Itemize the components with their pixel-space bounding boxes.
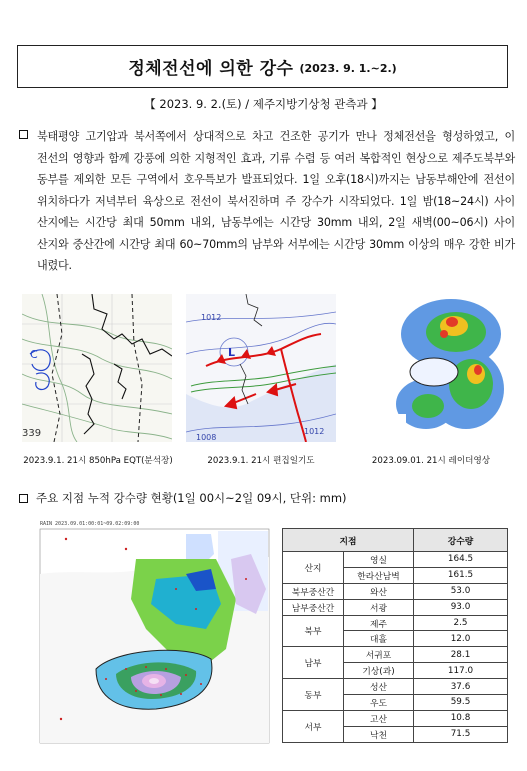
surface-weather-chart <box>186 294 336 442</box>
column-header-rainfall: 강수량 <box>414 529 508 552</box>
region-cell: 남부중산간 <box>283 599 344 615</box>
table-row <box>283 710 508 726</box>
rainfall-cell: 37.6 <box>414 679 508 695</box>
rainfall-cell: 164.5 <box>414 552 508 568</box>
station-cell: 낙천 <box>344 726 414 742</box>
checkbox-bullet-icon <box>19 130 28 139</box>
station-cell: 와산 <box>344 583 414 599</box>
rainfall-cell: 2.5 <box>414 615 508 631</box>
pressure-center-label: 1012 <box>304 427 325 436</box>
station-cell: 성산 <box>344 679 414 695</box>
region-cell: 북부 <box>283 615 344 647</box>
figure-caption: 2023.9.1. 21시 편집일기도 <box>207 456 315 466</box>
rainfall-cell: 71.5 <box>414 726 508 742</box>
summary-text: 북태평양 고기압과 북서쪽에서 상대적으로 차고 건조한 공기가 만나 정체전선을 형성하였고, 이 전선의 영향과 함께 강풍에 의한 지형적인 효과, 기류 수렴 등 여러 복합적인 현상으로 제주도북부와 동부를 제외한 모든 구역에서 호우특보가 발표되었다. 1일 오후(18시)까지는 남동부해안에 전선이 위치하다가 저녁부터 육상으로 전선이 북서진하며 주 강수가 시작되었다. 1일 밤(18~24시) 사이 산지에는 시간당 최대 50mm 내외, 남동부에는 시간당 30mm 내외, 2일 새벽(00~06시) 사이 산지와 중산간에 시간당 최대 60~70mm의 남부와 서부에는 시간당 30mm 이상의 매우 강한 비가 내렸다. <box>37 130 515 272</box>
title-box <box>17 45 508 88</box>
low-pressure-label: L <box>228 346 236 359</box>
rainfall-cell: 53.0 <box>414 583 508 599</box>
station-cell: 우도 <box>344 695 414 711</box>
radar-image <box>356 294 506 442</box>
rainfall-cell: 28.1 <box>414 647 508 663</box>
rainfall-cell: 161.5 <box>414 567 508 583</box>
svg-text:C: C <box>30 348 38 361</box>
rainfall-cell: 10.8 <box>414 710 508 726</box>
station-cell: 대흘 <box>344 631 414 647</box>
region-cell: 남부 <box>283 647 344 679</box>
figure-caption: 2023.09.01. 21시 레이더영상 <box>371 456 491 466</box>
figure-caption: 2023.9.1. 21시 850hPa EQT(분석장) <box>23 456 173 466</box>
station-cell: 서광 <box>344 599 414 615</box>
table-row <box>283 583 508 599</box>
region-cell: 산지 <box>283 552 344 584</box>
rainfall-cell: 12.0 <box>414 631 508 647</box>
rainfall-table <box>282 528 508 743</box>
station-cell: 제주 <box>344 615 414 631</box>
table-row <box>283 647 508 663</box>
isobar-label: 1012 <box>201 313 222 322</box>
section-heading-text: 주요 지점 누적 강수량 현황(1일 00시~2일 09시, 단위: mm) <box>36 491 347 505</box>
table-row <box>283 599 508 615</box>
checkbox-bullet-icon <box>19 494 28 503</box>
contour-label: 339 <box>22 428 42 439</box>
rainfall-cell: 59.5 <box>414 695 508 711</box>
table-row <box>283 615 508 631</box>
column-header-station: 지점 <box>283 529 414 552</box>
region-cell: 서부 <box>283 710 344 742</box>
rainfall-distribution-map <box>36 519 273 749</box>
table-row <box>283 552 508 568</box>
region-cell: 동부 <box>283 679 344 711</box>
station-cell: 서귀포 <box>344 647 414 663</box>
station-cell: 고산 <box>344 710 414 726</box>
eqt-850hpa-map <box>22 294 172 442</box>
station-cell: 기상(과) <box>344 663 414 679</box>
station-cell: 한라산남벽 <box>344 567 414 583</box>
rainfall-cell: 117.0 <box>414 663 508 679</box>
station-cell: 영실 <box>344 552 414 568</box>
table-row <box>283 679 508 695</box>
table-header-row <box>283 529 508 552</box>
page-title: 정체전선에 의한 강수 <box>128 59 294 79</box>
rainfall-cell: 93.0 <box>414 599 508 615</box>
title-date: (2023. 9. 1.~2.) <box>299 61 397 75</box>
isobar-label: 1008 <box>196 433 217 442</box>
report-byline: 【 2023. 9. 2.(토) / 제주지방기상청 관측과 】 <box>144 97 383 111</box>
region-cell: 북부중산간 <box>283 583 344 599</box>
summary-section <box>19 126 515 277</box>
section-heading <box>19 490 347 506</box>
map-header: RAIN 2023.09.01:00:01~09.02:09:00 <box>40 521 140 527</box>
